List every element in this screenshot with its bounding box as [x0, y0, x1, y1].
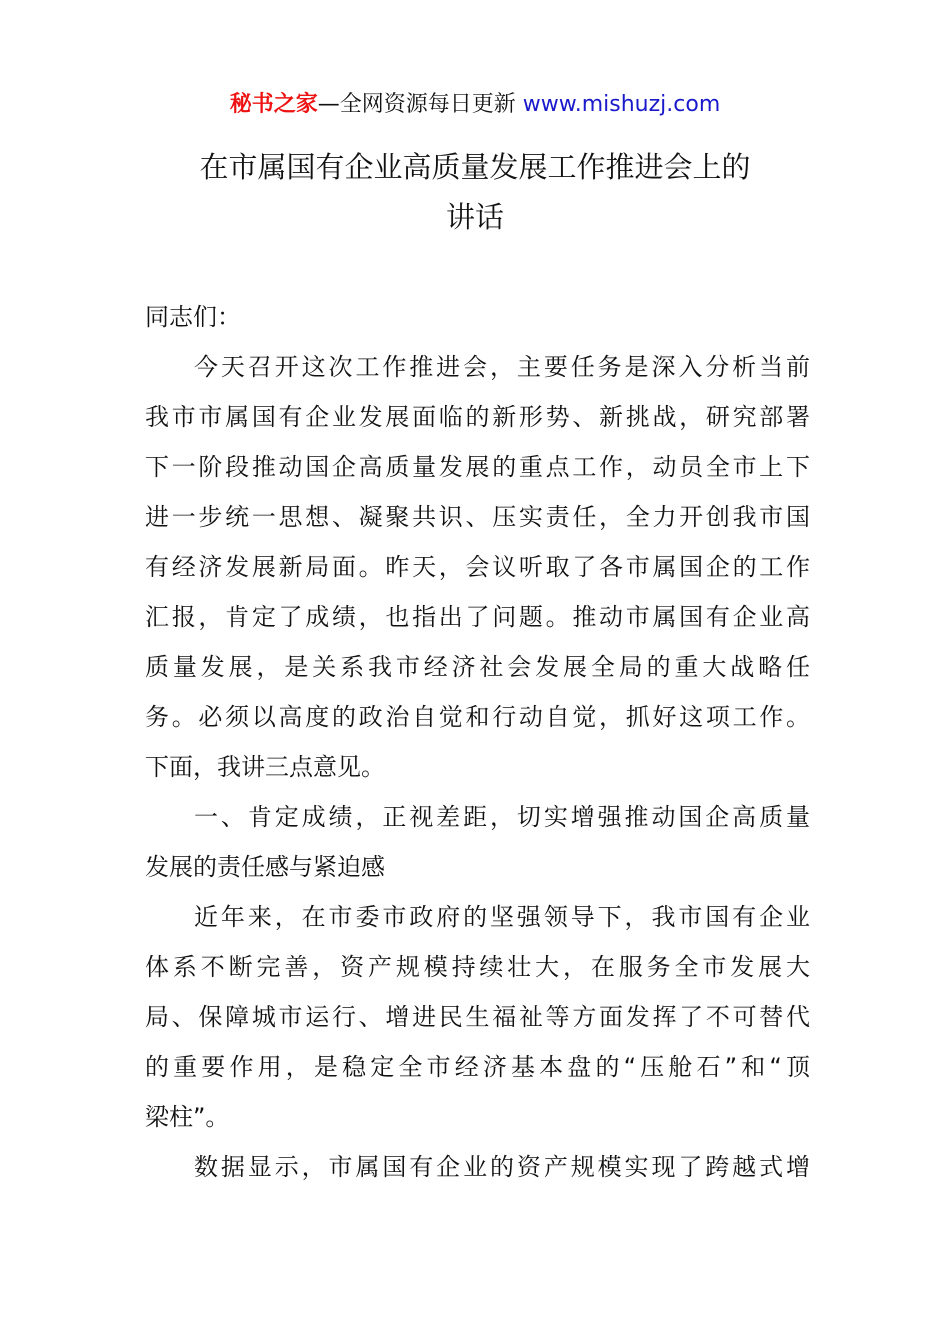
section-heading-line: 一、肯定成绩，正视差距，切实增强推动国企高质量 — [194, 803, 810, 831]
document-title — [0, 142, 950, 242]
site-header — [0, 88, 950, 122]
paragraph-line: 下一阶段推动国企高质量发展的重点工作，动员全市上下 — [145, 453, 810, 481]
paragraph-line: 有经济发展新局面。昨天，会议听取了各市属国企的工作 — [145, 553, 810, 581]
salutation: 同志们： — [145, 303, 241, 331]
site-url-link[interactable]: www.mishuzj.com — [522, 92, 721, 117]
title-line-1: 在市属国有企业高质量发展工作推进会上的 — [199, 150, 751, 184]
paragraph-line: 汇报，肯定了成绩，也指出了问题。推动市属国有企业高 — [145, 603, 810, 631]
paragraph-line: 数据显示，市属国有企业的资产规模实现了跨越式增 — [194, 1153, 810, 1181]
document-body — [145, 292, 810, 1192]
paragraph-line: 体系不断完善，资产规模持续壮大，在服务全市发展大 — [145, 953, 810, 981]
paragraph-line: 的重要作用，是稳定全市经济基本盘的“压舱石”和“顶 — [145, 1053, 810, 1081]
paragraph-line: 我市市属国有企业发展面临的新形势、新挑战，研究部署 — [145, 403, 810, 431]
paragraph-line: 梁柱”。 — [145, 1103, 230, 1131]
paragraph-line: 下面，我讲三点意见。 — [145, 753, 385, 781]
paragraph-line: 质量发展，是关系我市经济社会发展全局的重大战略任 — [145, 653, 810, 681]
paragraph-line: 务。必须以高度的政治自觉和行动自觉，抓好这项工作。 — [145, 703, 810, 731]
section-heading-line: 发展的责任感与紧迫感 — [145, 853, 385, 881]
site-slogan: —全网资源每日更新 — [317, 92, 516, 117]
paragraph-line: 近年来，在市委市政府的坚强领导下，我市国有企业 — [194, 903, 810, 931]
title-line-2: 讲话 — [445, 200, 504, 234]
brand-name: 秘书之家 — [229, 92, 318, 117]
paragraph-line: 进一步统一思想、凝聚共识、压实责任，全力开创我市国 — [145, 503, 810, 531]
paragraph-line: 今天召开这次工作推进会，主要任务是深入分析当前 — [194, 353, 810, 381]
paragraph-line: 局、保障城市运行、增进民生福祉等方面发挥了不可替代 — [145, 1003, 810, 1031]
